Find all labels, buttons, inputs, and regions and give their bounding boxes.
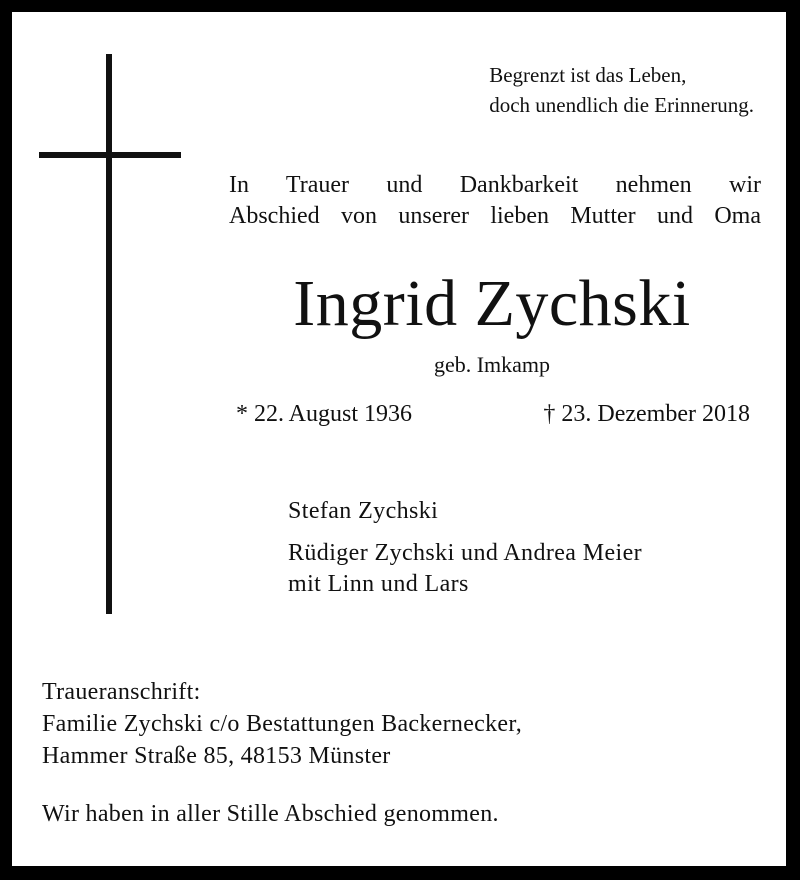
cross-horizontal-bar [39, 152, 181, 158]
intro-line-1: In Trauer und Dankbarkeit nehmen wir [229, 172, 761, 198]
mourner-line-3: mit Linn und Lars [288, 571, 469, 597]
address-line-2: Hammer Straße 85, 48153 Münster [42, 743, 391, 769]
address-label: Traueranschrift: [42, 679, 201, 705]
mourner-line-1: Stefan Zychski [288, 498, 439, 524]
mourner-line-2: Rüdiger Zychski und Andrea Meier [288, 540, 643, 566]
mourning-address [42, 676, 522, 772]
motto-verse [489, 60, 754, 120]
intro-text [229, 170, 761, 232]
cross-vertical-bar [106, 54, 112, 614]
closing-statement: Wir haben in aller Stille Abschied genommen. [42, 801, 499, 827]
obituary-notice [12, 12, 786, 866]
motto-line-2: doch unendlich die Erinnerung. [489, 93, 754, 117]
maiden-name: geb. Imkamp [433, 352, 551, 377]
motto-line-1: Begrenzt ist das Leben, [489, 63, 687, 87]
mourners-list [288, 496, 642, 600]
address-line-1: Familie Zychski c/o Bestattungen Backernecker, [42, 711, 523, 737]
intro-line-2: Abschied von unserer lieben Mutter und Oma [229, 203, 761, 229]
birth-date: * 22. August 1936 [236, 401, 413, 427]
death-date: † 23. Dezember 2018 [543, 401, 750, 427]
deceased-name: Ingrid Zychski [293, 267, 691, 340]
